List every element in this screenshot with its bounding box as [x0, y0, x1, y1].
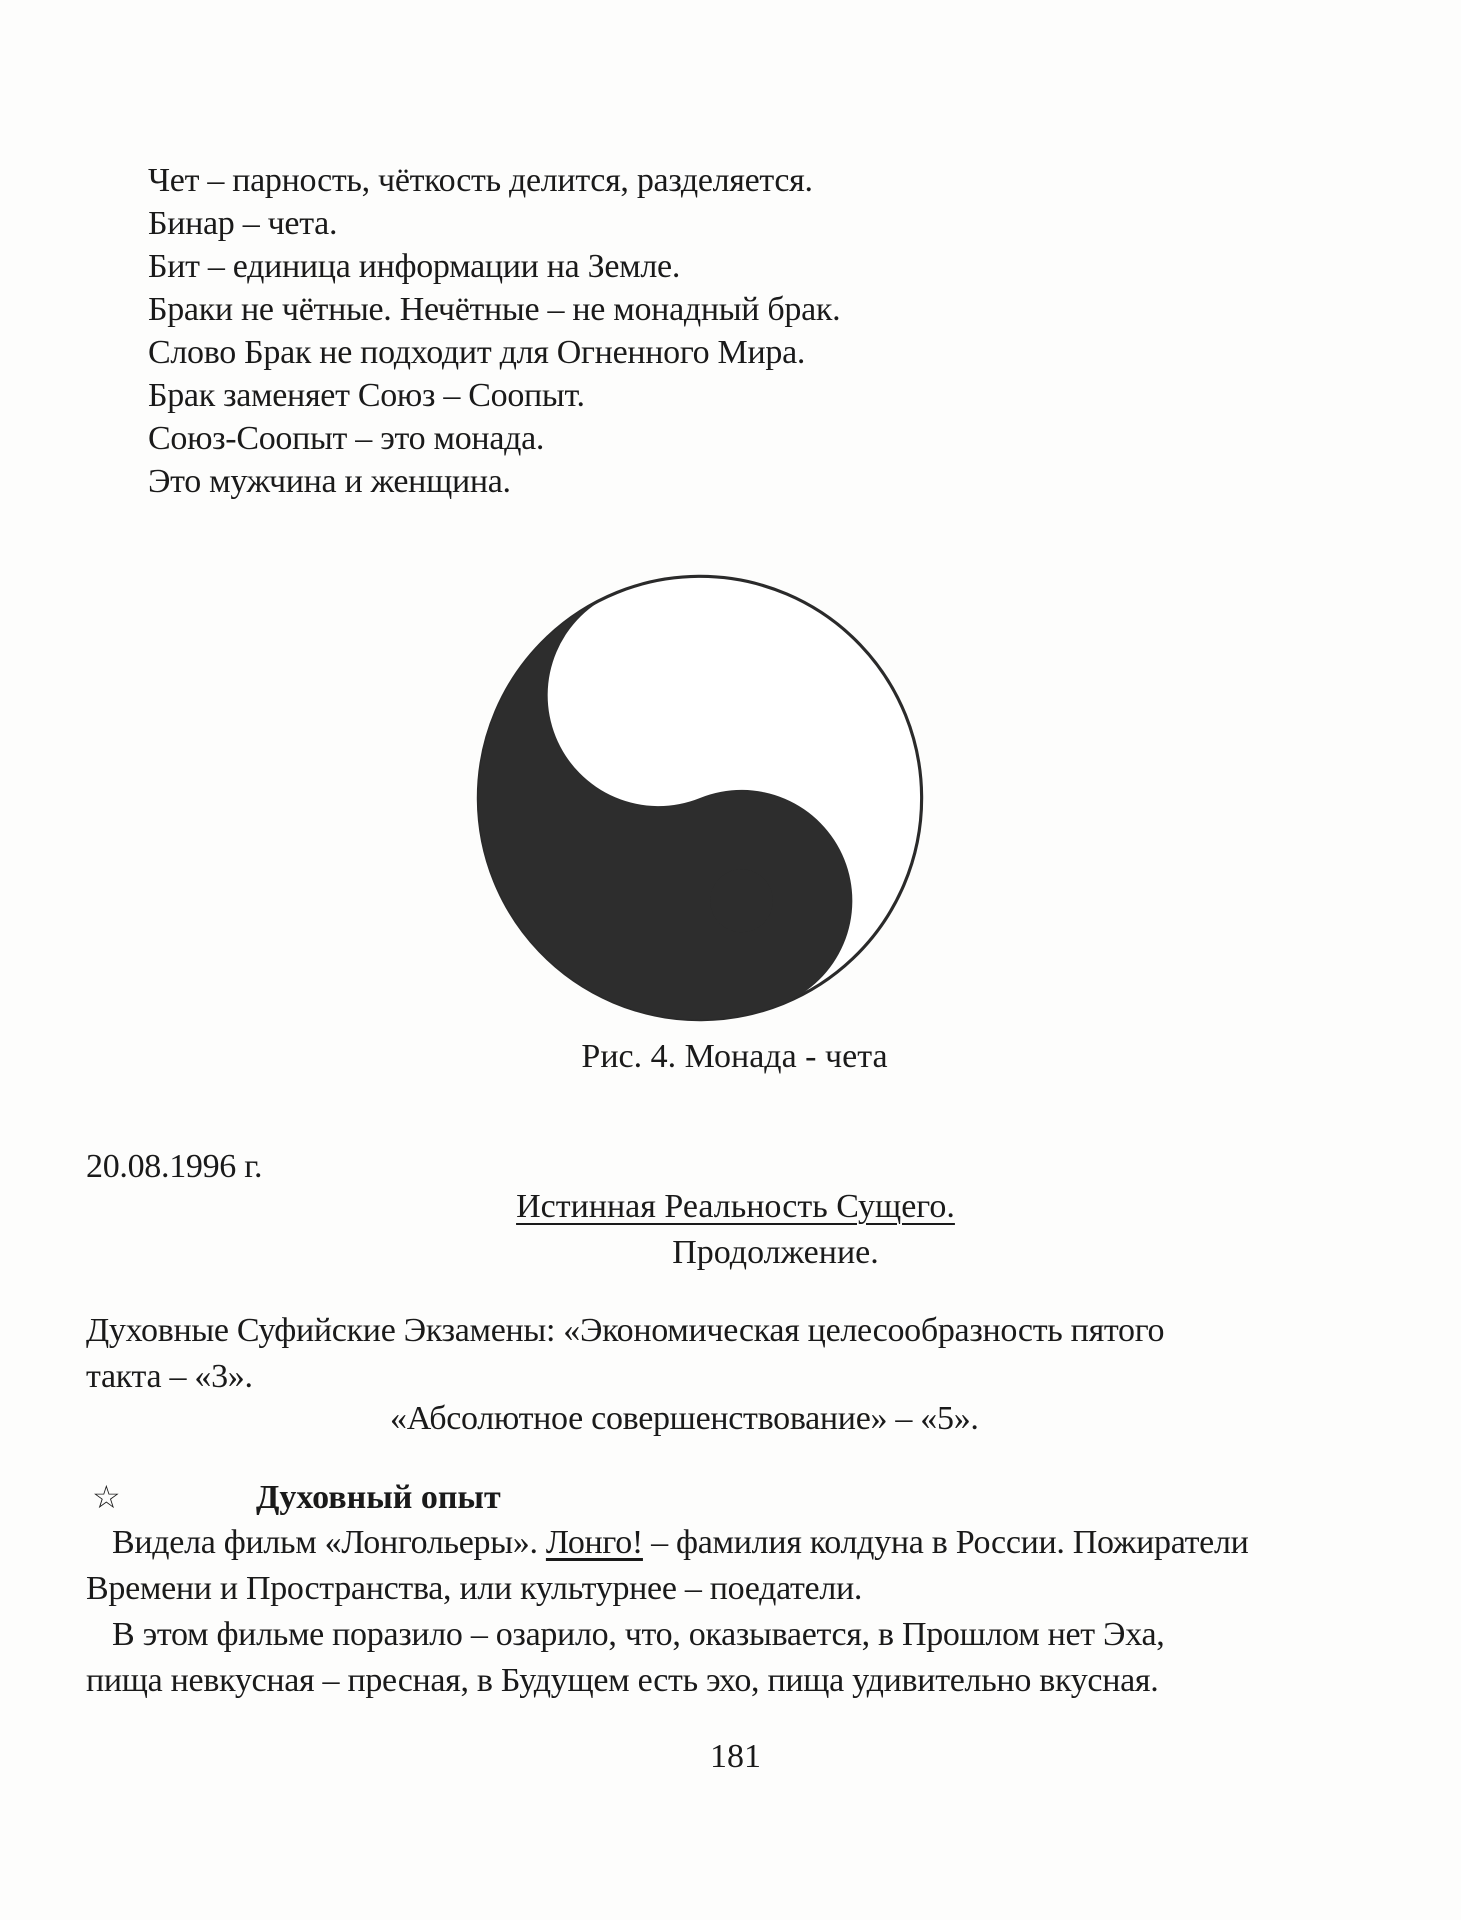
definition-line: Брак заменяет Союз – Соопыт.: [148, 377, 585, 414]
exams-line: «Абсолютное совершенствование» – «5».: [390, 1400, 979, 1437]
definition-line: Слово Брак не подходит для Огненного Мира.: [148, 334, 806, 371]
entry-title-text: Истинная Реальность Сущего.: [516, 1188, 955, 1225]
entry-subtitle: Продолжение.: [672, 1234, 879, 1271]
definition-line: Бит – единица информации на Земле.: [148, 248, 681, 285]
underlined-word: Лонго!: [545, 1524, 643, 1561]
definition-line: Браки не чётные. Нечётные – не монадный брак.: [148, 291, 841, 328]
figure-caption: Рис. 4. Монада - чета: [581, 1038, 888, 1075]
experience-paragraph-line: Времени и Пространства, или культурнее – поедатели.: [86, 1570, 863, 1607]
entry-title: [0, 1186, 1461, 1228]
experience-heading: Духовный опыт: [256, 1479, 501, 1516]
experience-header: [92, 1476, 501, 1519]
text-span: Видела фильм «Лонгольеры».: [112, 1524, 546, 1561]
text-span: – фамилия колдуна в России. Пожиратели: [642, 1524, 1249, 1561]
experience-paragraph-line: В этом фильме поразило – озарило, что, оказывается, в Прошлом нет Эха,: [112, 1616, 1165, 1653]
experience-paragraph-line: пища невкусная – пресная, в Будущем есть эхо, пища удивительно вкусная.: [86, 1662, 1159, 1699]
yin-yang-figure: [470, 568, 930, 1028]
exams-line: Духовные Суфийские Экзамены: «Экономическая целесообразность пятого: [86, 1312, 1165, 1349]
definition-line: Чет – парность, чёткость делится, разделяется.: [148, 162, 813, 199]
page-number: 181: [710, 1738, 761, 1775]
entry-date: 20.08.1996 г.: [86, 1148, 263, 1185]
exams-line: такта – «3».: [86, 1358, 253, 1395]
experience-paragraph-line: [112, 1522, 1249, 1564]
definition-line: Это мужчина и женщина.: [148, 463, 511, 500]
definition-line: Бинар – чета.: [148, 205, 338, 242]
star-icon: ☆: [92, 1479, 121, 1515]
definition-line: Союз-Соопыт – это монада.: [148, 420, 545, 457]
